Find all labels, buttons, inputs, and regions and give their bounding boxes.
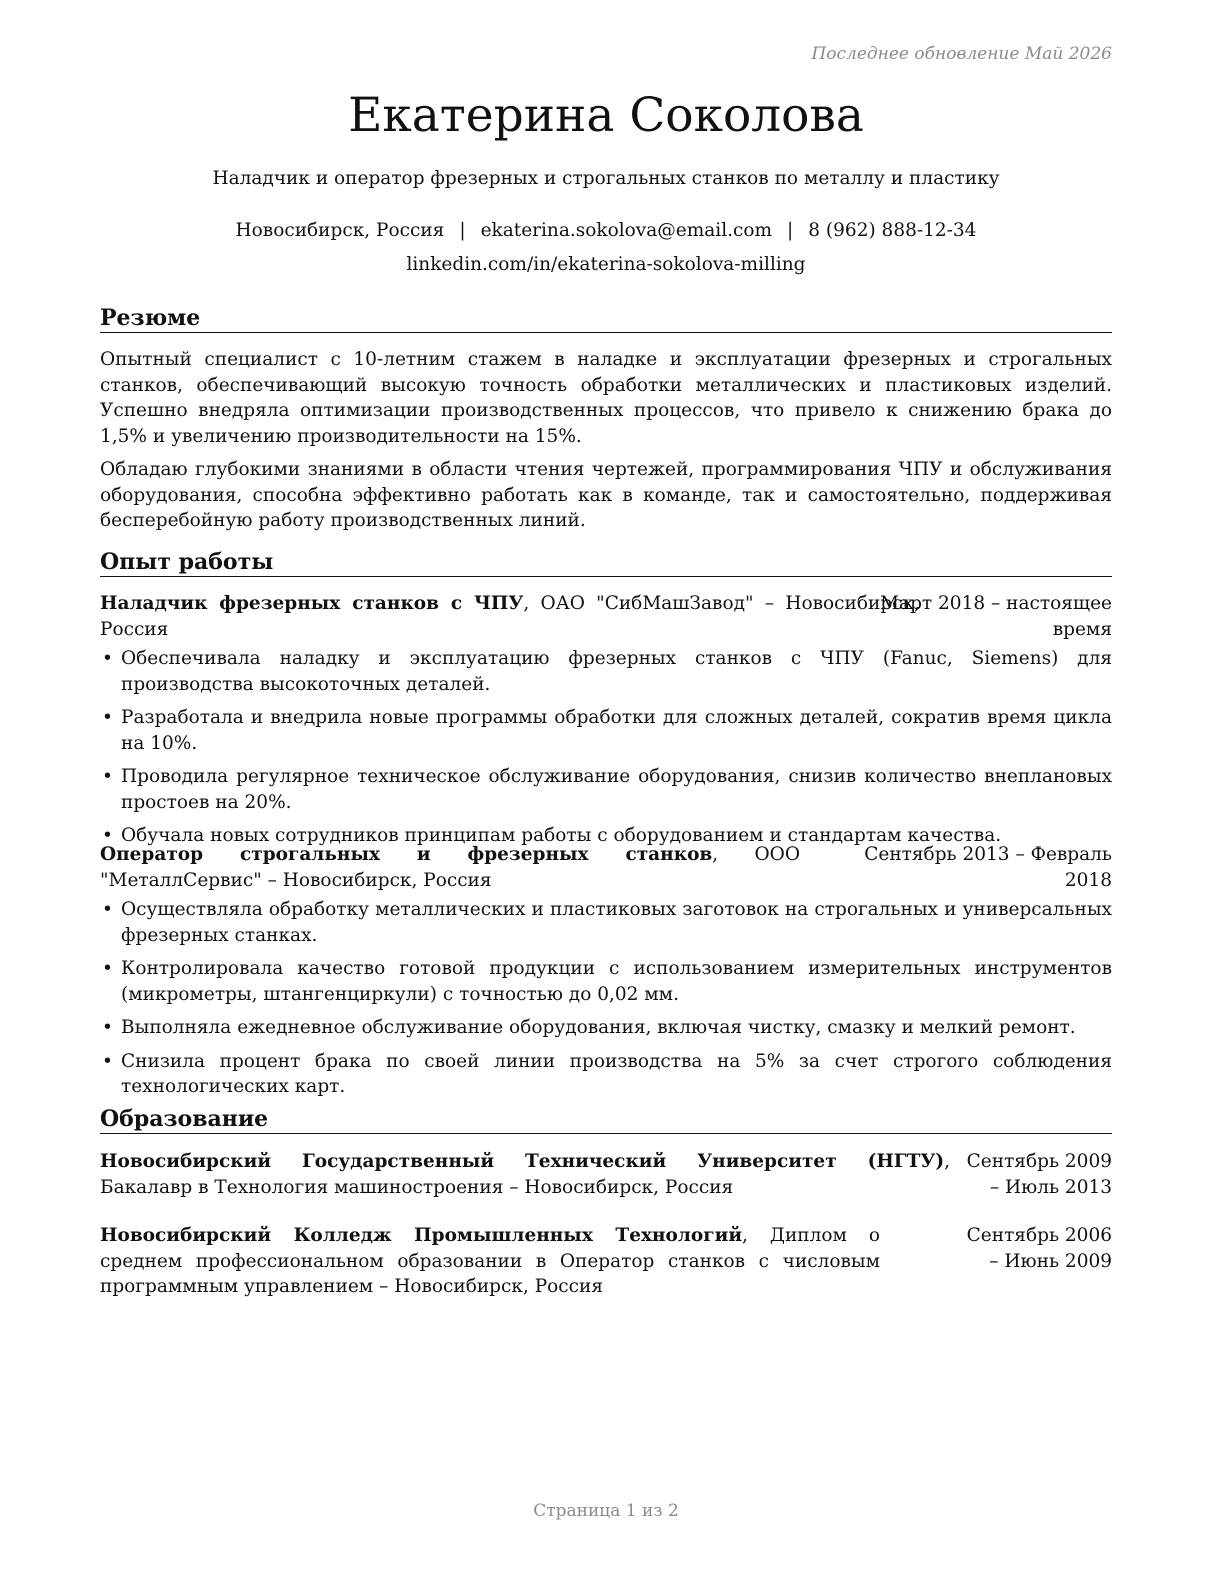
page-number: Страница 1 из 2 [533, 1501, 679, 1521]
last-updated: Последнее обновление Май 2026 [811, 44, 1112, 64]
list-item: • Обеспечивала наладку и эксплуатацию фрезерных станков с ЧПУ (Fanuc, Siemens) для производства высокоточных деталей. [100, 646, 1112, 697]
education-item [100, 1223, 1112, 1300]
job-dates: Сентябрь 2013 – Февраль 2018 [864, 844, 1112, 891]
separator: | [787, 220, 794, 241]
job-employer: , ООО "МеталлСервис" – Новосибирск, Россия [100, 844, 800, 891]
education-item [100, 1149, 1112, 1200]
education-institution: Новосибирский Государственный Технический Университет (НГТУ) [100, 1151, 945, 1172]
education-details: , Диплом о среднем профессиональном образовании в Оператор станков с числовым программным управлением – Новосибирск, Россия [100, 1225, 881, 1297]
candidate-title: Наладчик и оператор фрезерных и строгальных станков по металлу и пластику [212, 168, 1000, 189]
job-position: Наладчик фрезерных станков с ЧПУ [100, 593, 524, 614]
list-item: • Обучала новых сотрудников принципам работы с оборудованием и стандартам качества. [100, 823, 1112, 849]
location: Новосибирск, Россия [235, 220, 445, 241]
list-item: • Проводила регулярное техническое обслуживание оборудования, снизив количество внеплановых простоев на 20%. [100, 764, 1112, 815]
resume-page [100, 0, 1112, 1584]
job-employer: , ОАО "СибМашЗавод" – Новосибирск, Россия [100, 593, 920, 640]
list-item: • Разработала и внедрила новые программы обработки для сложных деталей, сократив время цикла на 10%. [100, 705, 1112, 756]
job-position: Оператор строгальных и фрезерных станков [100, 844, 713, 865]
separator: | [459, 220, 466, 241]
job-dates: Март 2018 – настоящее время [880, 593, 1112, 640]
education-institution: Новосибирский Колледж Промышленных Технологий [100, 1225, 743, 1246]
summary-paragraph-2: Обладаю глубокими знаниями в области чтения чертежей, программирования ЧПУ и обслуживания оборудования, способна эффективно работать как в команде, так и самостоятельно, поддерживая бесперебойную работу производственных линий. [100, 459, 1112, 531]
phone: 8 (962) 888-12-34 [808, 220, 977, 241]
contact-line [100, 220, 1112, 241]
list-item: • Осуществляла обработку металлических и пластиковых заготовок на строгальных и универсальных фрезерных станках. [100, 897, 1112, 948]
email-link[interactable]: ekaterina.sokolova@email.com [480, 220, 773, 241]
list-item: • Снизила процент брака по своей линии производства на 5% за счет строгого соблюдения технологических карт. [100, 1049, 1112, 1100]
job-bullets [100, 646, 1112, 857]
education-details: , Бакалавр в Технология машиностроения – Новосибирск, Россия [100, 1151, 950, 1198]
section-heading-education: Образование [100, 1106, 1112, 1134]
job-header [100, 842, 1112, 893]
education-dates: Сентябрь 2009 – Июль 2013 [966, 1151, 1112, 1198]
list-item: • Выполняла ежедневное обслуживание оборудования, включая чистку, смазку и мелкий ремонт. [100, 1015, 1112, 1041]
section-heading-experience: Опыт работы [100, 549, 1112, 577]
job-header [100, 591, 1112, 642]
summary-paragraph-1: Опытный специалист с 10-летним стажем в наладке и эксплуатации фрезерных и строгальных станков, обеспечивающий высокую точность обработки металлических и пластиковых изделий. Успешно внедряла оптимизации производственных процессов, что привело к снижению брака до 1,5% и увеличению производительности на 15%. [100, 349, 1112, 447]
education-dates: Сентябрь 2006 – Июнь 2009 [966, 1225, 1112, 1272]
section-heading-summary: Резюме [100, 305, 1112, 333]
linkedin-link[interactable]: linkedin.com/in/ekaterina-sokolova-milling [406, 254, 806, 275]
job-bullets [100, 897, 1112, 1108]
list-item: • Контролировала качество готовой продукции с использованием измерительных инструментов (микрометры, штангенциркули) с точностью до 0,02 мм. [100, 956, 1112, 1007]
candidate-name: Екатерина Соколова [348, 88, 864, 143]
